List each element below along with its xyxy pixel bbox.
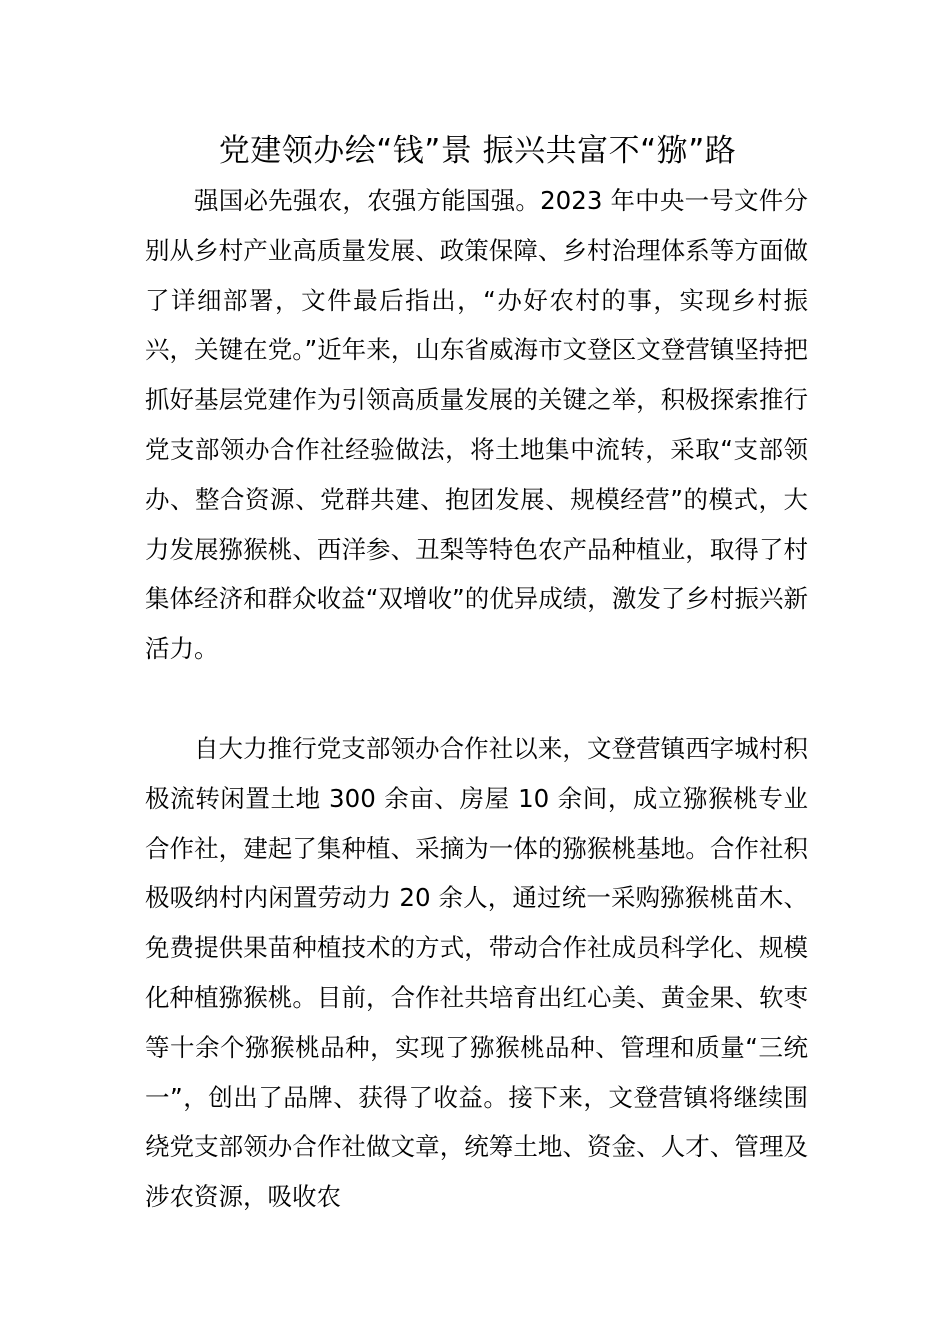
document-title: 党建领办绘“钱”景 振兴共富不“猕”路 [218,133,737,169]
paragraph-body: 自大力推行党支部领办合作社以来，文登营镇西字城村积极流转闲置土地 300 余亩、房屋 10 余间，成立猕猴桃专业合作社，建起了集种植、采摘为一体的猕猴桃基地。合作社积极吸纳村内闲置劳动力 20 余人，通过统一采购猕猴桃苗木、免费提供果苗种植技术的方式，带动合作社成员科学化、规模化种植猕猴桃。目前，合作社共培育出红心美、黄金果、软枣等十余个猕猴桃品种，实现了猕猴桃品种、管理和质量“三统一”，创出了品牌、获得了收益。接下来，文登营镇将继续围绕党支部领办合作社做文章，统筹土地、资金、人才、管理及涉农资源，吸收农 [145,734,808,1212]
paragraph-intro: 强国必先强农，农强方能国强。2023 年中央一号文件分别从乡村产业高质量发展、政策保障、乡村治理体系等方面做了详细部署，文件最后指出，“办好农村的事，实现乡村振兴，关键在党。”近年来，山东省威海市文登区文登营镇坚持把抓好基层党建作为引领高质量发展的关键之举，积极探索推行党支部领办合作社经验做法，将土地集中流转，采取“支部领办、整合资源、党群共建、抱团发展、规模经营”的模式，大力发展猕猴桃、西洋参、丑梨等特色农产品种植业，取得了村集体经济和群众收益“双增收”的优异成绩，激发了乡村振兴新活力。 [145,186,808,664]
